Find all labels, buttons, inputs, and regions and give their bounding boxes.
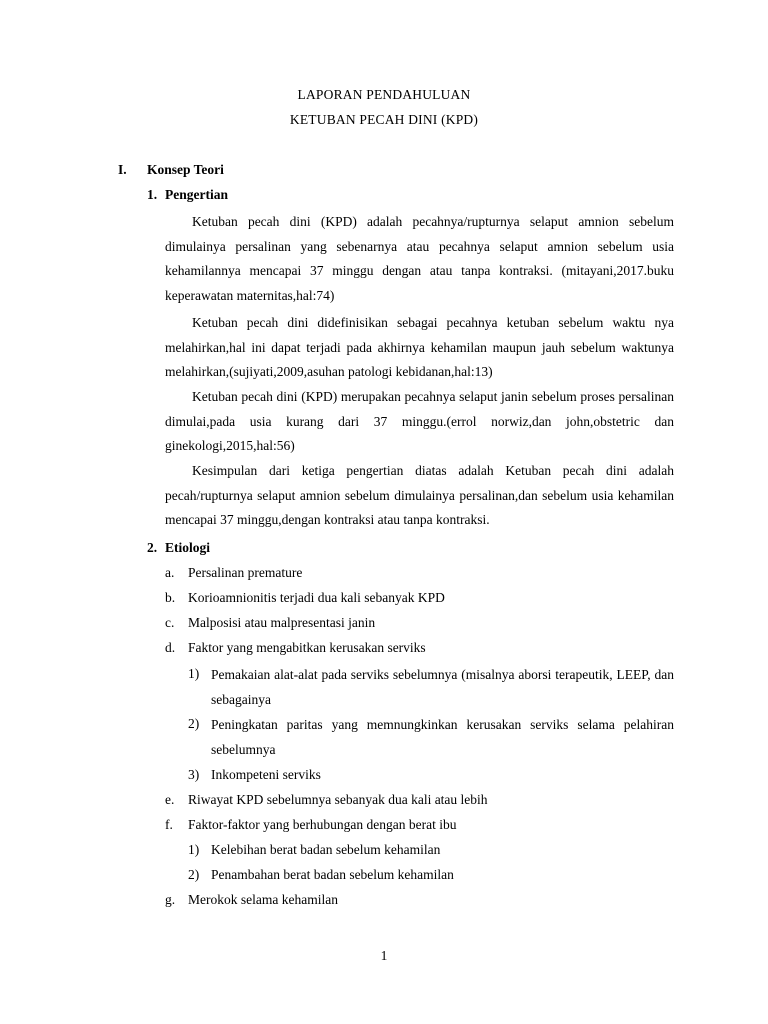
sub-item-marker: 1): [188, 666, 200, 681]
sub-item-marker: 2): [188, 867, 200, 882]
sub-item: Pemakaian alat-alat pada serviks sebelumnya (misalnya aborsi terapeutik, LEEP, dan sebagainya: [211, 667, 674, 707]
list-item: Riwayat KPD sebelumnya sebanyak dua kali atau lebih: [188, 792, 488, 807]
subsection-number: 1.: [147, 187, 158, 202]
subsection-heading: Etiologi: [165, 540, 211, 555]
paragraph: Ketuban pecah dini didefinisikan sebagai pecahnya ketuban sebelum waktu nya melahirkan,hal ini dapat terjadi pada akhirnya kehamilan maupun jauh sebelum waktunya melahirkan,(sujiyati,2009,asuhan patologi kebidanan,hal:13): [165, 315, 674, 380]
section-numeral: I.: [118, 162, 127, 177]
paragraph: Ketuban pecah dini (KPD) merupakan pecahnya selaput janin sebelum proses persalinan dimulai,pada usia kurang dari 37 minggu.(errol norwiz,dan john,obstetric dan ginekologi,2015,hal:56): [165, 389, 674, 454]
sub-item: Peningkatan paritas yang memnungkinkan kerusakan serviks selama pelahiran sebelumnya: [211, 717, 674, 757]
list-item-marker: d.: [165, 640, 176, 655]
sub-item-marker: 2): [188, 716, 200, 731]
list-item: Malposisi atau malpresentasi janin: [188, 615, 376, 630]
section-heading: Konsep Teori: [147, 162, 224, 177]
sub-item: Kelebihan berat badan sebelum kehamilan: [211, 842, 441, 857]
document-title-line2: KETUBAN PECAH DINI (KPD): [289, 112, 479, 127]
list-item-marker: e.: [165, 792, 175, 807]
document-title-line1: LAPORAN PENDAHULUAN: [297, 87, 471, 102]
list-item-marker: f.: [165, 817, 173, 832]
list-item-marker: c.: [165, 615, 175, 630]
sub-item-marker: 3): [188, 767, 200, 782]
list-item-marker: a.: [165, 565, 175, 580]
page-number: 1: [380, 948, 388, 963]
list-item: Merokok selama kehamilan: [188, 892, 338, 907]
paragraph: Ketuban pecah dini (KPD) adalah pecahnya/rupturnya selaput amnion sebelum dimulainya persalinan yang sebenarnya atau pecahnya selaput amnion sebelum usia kehamilannya mencapai 37 minggu dengan atau tanpa kontraksi. (mitayani,2017.buku keperawatan maternitas,hal:74): [165, 214, 674, 303]
subsection-number: 2.: [147, 540, 158, 555]
sub-item: Inkompeteni serviks: [211, 767, 321, 782]
sub-item: Penambahan berat badan sebelum kehamilan: [211, 867, 454, 882]
subsection-heading: Pengertian: [165, 187, 228, 202]
list-item: Faktor yang mengabitkan kerusakan serviks: [188, 640, 426, 655]
list-item: Korioamnionitis terjadi dua kali sebanyak KPD: [188, 590, 445, 605]
list-item-marker: g.: [165, 892, 176, 907]
sub-item-marker: 1): [188, 842, 200, 857]
paragraph: Kesimpulan dari ketiga pengertian diatas adalah Ketuban pecah dini adalah pecah/rupturnya selaput amnion sebelum dimulainya persalinan,dan sebelum usia kehamilan mencapai 37 minggu,dengan kontraksi atau tanpa kontraksi.: [165, 463, 674, 528]
list-item: Faktor-faktor yang berhubungan dengan berat ibu: [188, 817, 457, 832]
list-item: Persalinan premature: [188, 565, 303, 580]
list-item-marker: b.: [165, 590, 176, 605]
